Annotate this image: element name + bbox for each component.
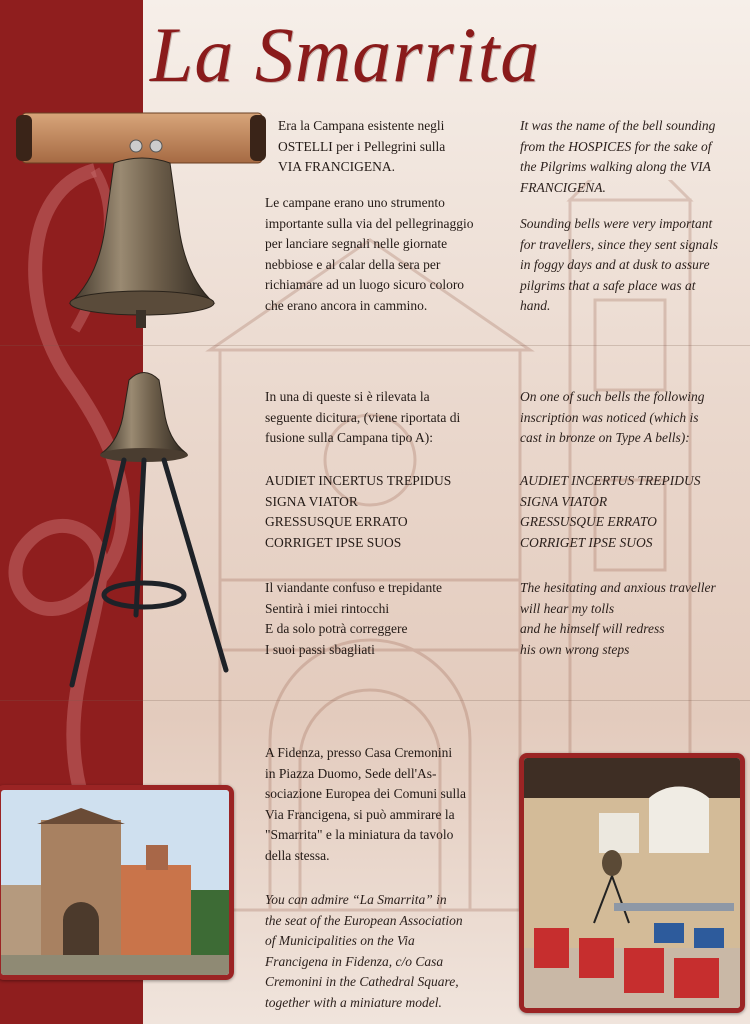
italian-paragraph-1: Era la Campana esistente negli OSTELLI per i Pellegrini sulla VIA FRANCIGENA. (278, 118, 446, 174)
italian-paragraph-3: In una di queste si è rilevata la seguente dicitura, (viene riportata di fusione sulla Campana tipo A): (265, 389, 461, 445)
english-paragraph-2: Sounding bells were very important for travellers, since they sent signals in foggy days and at dusk to assure pilgrims that a safe place was at hand. (520, 216, 718, 313)
english-paragraph-3: On one of such bells the following inscription was noticed (which is cast in bronze on Type A bells): (520, 389, 705, 445)
fold-line (0, 345, 750, 346)
italian-translation: Il viandante confuso e trepidante Sentirà i miei rintocchi E da solo potrà correggere I suoi passi sbagliati (265, 580, 442, 657)
interior-photo (519, 753, 745, 1013)
italian-inscription: AUDIET INCERTUS TREPIDUS SIGNA VIATOR GRESSUSQUE ERRATO CORRIGET IPSE SUOS (265, 473, 452, 550)
page-title: La Smarrita (150, 11, 541, 98)
english-paragraph-admire: You can admire “La Smarrita” in the seat of the European Association of Municipalities on the Via Francigena in Fidenza, c/o Casa Cremonini in the Cathedral Square, together with a miniature model. (265, 892, 463, 1010)
english-inscription: AUDIET INCERTUS TREPIDUS SIGNA VIATOR GRESSUSQUE ERRATO CORRIGET IPSE SUOS (520, 473, 701, 550)
hanging-bell-illustration (14, 58, 270, 333)
italian-paragraph-2: Le campane erano uno strumento importante sulla via del pellegrinaggio per lanciare segnali nelle giornate nebbiose e al calar della sera per richiamare ad un luogo sicuro coloro che erano ancora in cammino. (265, 195, 474, 313)
fold-line (0, 700, 750, 701)
castle-photo (0, 785, 234, 980)
italian-paragraph-4: A Fidenza, presso Casa Cremonini in Piazza Duomo, Sede dell'As- sociazione Europea dei Comuni sulla Via Francigena, si può ammirare la "Smarrita" e la miniatura da tavolo della stessa. (265, 745, 466, 863)
english-paragraph-1: It was the name of the bell sounding from the HOSPICES for the sake of the Pilgrims walking along the VIA FRANCIGENA. (520, 118, 716, 195)
bell-stand-illustration (64, 365, 234, 695)
english-translation: The hesitating and anxious traveller will hear my tolls and he himself will redress his own wrong steps (520, 580, 716, 657)
